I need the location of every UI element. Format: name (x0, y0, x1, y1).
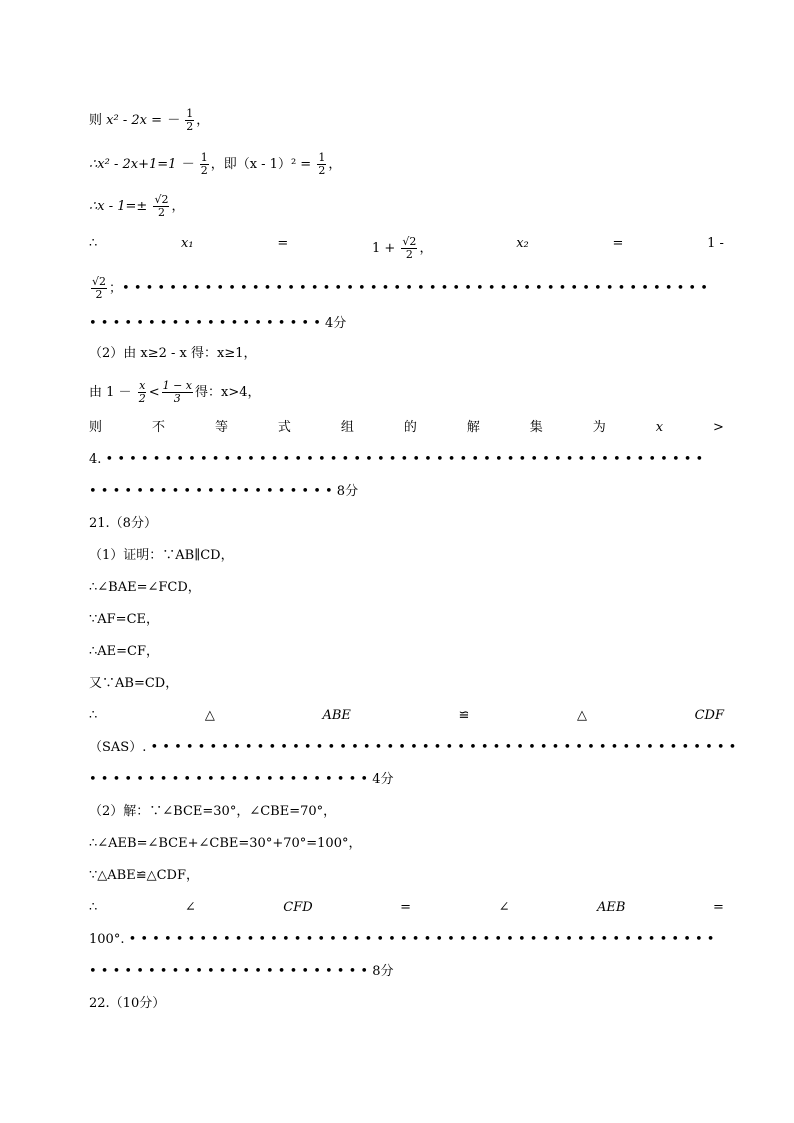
eq-line-2 (89, 152, 341, 177)
equals-sign: = (277, 236, 289, 251)
fraction (153, 194, 169, 219)
eq-line-5 (89, 276, 708, 301)
numerator: √2 (92, 275, 107, 288)
word: CDF (694, 708, 724, 723)
word: AEB (597, 900, 626, 915)
text-line: ∵△ABE≌△CDF， (89, 868, 199, 883)
denominator: 2 (186, 120, 194, 133)
fraction (317, 152, 326, 177)
dot-leader: ；• • • • • • • • • • • • • • • • • • • • • • • • • • • • • • • • • • • • • • • • • • • • • • • • • • (109, 281, 708, 296)
text-segment: 由 1 － (89, 385, 132, 400)
word: 为 (592, 420, 606, 435)
dot-leader: 100°. • • • • • • • • • • • • • • • • • • • • • • • • • • • • • • • • • • • • • • • • • • • • • • • • • • (89, 932, 715, 947)
word: 式 (277, 420, 291, 435)
math-expression: ∴x² - 2x+1=1 － (89, 157, 194, 172)
fraction (185, 108, 194, 133)
denominator: 2 (138, 392, 146, 405)
text-line: 又∵AB=CD， (89, 676, 179, 691)
word: ∴ (89, 900, 98, 915)
word: ≌ (458, 708, 470, 723)
therefore-symbol: ∴ (89, 236, 98, 251)
numerator: 1 (318, 151, 326, 164)
numerator: 1 − x (162, 379, 193, 392)
text-line: ∵AF=CE， (89, 612, 160, 627)
text-segment: ， (196, 113, 210, 128)
denominator: 2 (318, 164, 326, 177)
question-heading: 21.（8分） (89, 516, 157, 531)
word: ABE (322, 708, 351, 723)
text-segment: 1 + (371, 241, 396, 256)
math-var: x₂ (516, 236, 529, 251)
text-line: （2）解：∵∠BCE=30°，∠CBE=70°， (89, 804, 337, 819)
text-line: ∴∠AEB=∠BCE+∠CBE=30°+70°=100°， (89, 836, 362, 851)
word: CFD (283, 900, 313, 915)
word: = (400, 900, 412, 915)
word: ∴ (89, 708, 98, 723)
eq-line-4 (89, 236, 724, 261)
eq-line-8 (89, 380, 261, 405)
score-line: • • • • • • • • • • • • • • • • • • • • • 8分 (89, 484, 359, 499)
less-than: < (148, 385, 160, 400)
math-expression (372, 236, 432, 261)
text-segment: 得：x>4， (195, 385, 261, 400)
math-expression: 1 - (707, 236, 724, 251)
numerator: √2 (402, 235, 417, 248)
denominator: 2 (200, 164, 208, 177)
text-line: （1）证明：∵AB∥CD， (89, 548, 234, 563)
text-segment: ， (419, 241, 433, 256)
fraction (200, 152, 209, 177)
text-segment: 则 (89, 113, 107, 128)
word: = (713, 900, 724, 915)
text-segment: ， (328, 157, 342, 172)
question-heading: 22.（10分） (89, 996, 166, 1011)
word: 集 (529, 420, 543, 435)
math-var: x₁ (181, 236, 194, 251)
eq-line-9 (89, 420, 724, 436)
denominator: 2 (95, 288, 103, 301)
eq-line-23 (89, 900, 724, 916)
fraction (138, 380, 147, 405)
numerator: 1 (200, 151, 208, 164)
word: 不 (151, 420, 165, 435)
score-line: • • • • • • • • • • • • • • • • • • • • • • • • 4分 (89, 772, 394, 787)
word: ∠ (184, 900, 196, 915)
word: > (713, 420, 724, 435)
word: 的 (403, 420, 417, 435)
text-line: ∴AE=CF， (89, 644, 160, 659)
text-line: ∴∠BAE=∠FCD， (89, 580, 201, 595)
numerator: x (139, 379, 146, 392)
text-line: （2）由 x≥2 - x 得：x≥1， (89, 346, 257, 361)
equals-sign: = (612, 236, 624, 251)
math-expression: ，即（x - 1）² = (210, 157, 312, 172)
score-line: • • • • • • • • • • • • • • • • • • • • 4分 (89, 316, 347, 331)
word: △ (577, 708, 587, 723)
fraction (401, 236, 417, 261)
denominator: 3 (173, 392, 181, 405)
word: △ (204, 708, 215, 723)
eq-line-3 (89, 194, 185, 219)
dot-leader: 4. • • • • • • • • • • • • • • • • • • • • • • • • • • • • • • • • • • • • • • • • • • • • • • • • • • • (89, 452, 704, 467)
word: 等 (214, 420, 228, 435)
math-expression: ∴x - 1=± (89, 199, 148, 214)
numerator: √2 (154, 193, 169, 206)
denominator: 2 (157, 206, 165, 219)
word: 则 (89, 420, 103, 435)
text-segment: ， (171, 199, 185, 214)
word: x (655, 420, 664, 435)
word: 解 (466, 420, 480, 435)
denominator: 2 (405, 248, 413, 261)
fraction (91, 276, 107, 301)
eq-line-1 (89, 108, 209, 133)
word: 组 (340, 420, 354, 435)
eq-line-17 (89, 708, 724, 724)
math-expression: x² - 2x = － (106, 113, 180, 128)
score-line: • • • • • • • • • • • • • • • • • • • • • • • • 8分 (89, 964, 394, 979)
word: ∠ (498, 900, 510, 915)
fraction (162, 380, 193, 405)
dot-leader: （SAS）. • • • • • • • • • • • • • • • • • • • • • • • • • • • • • • • • • • • • • • • • • • • • • • • • • • (89, 740, 737, 755)
numerator: 1 (186, 107, 194, 120)
